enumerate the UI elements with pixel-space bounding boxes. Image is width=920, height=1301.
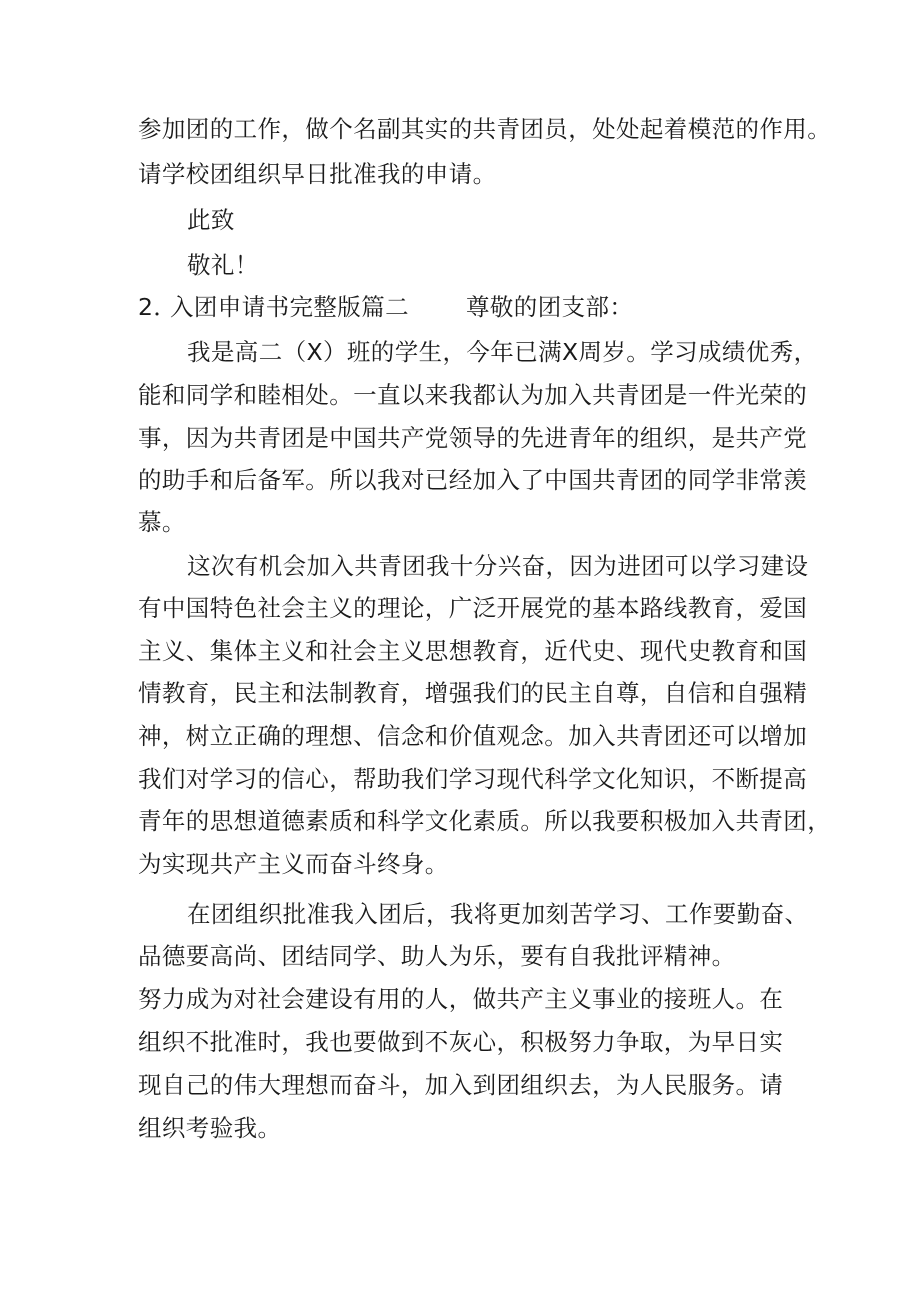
paragraph-line: 组织不批准时，我也要做到不灰心，积极努力争取，为早日实	[138, 1028, 784, 1056]
paragraph-line: 努力成为对社会建设有用的人，做共产主义事业的接班人。在	[138, 985, 784, 1013]
paragraph-line: 我们对学习的信心，帮助我们学习现代科学文化知识，不断提高	[138, 765, 808, 793]
paragraph-line: 组织考验我。	[138, 1114, 282, 1142]
paragraph-line: 事，因为共青团是中国共产党领导的先进青年的组织，是共产党	[138, 424, 808, 452]
intro-line: 参加团的工作，做个名副其实的共青团员，处处起着模范的作用。	[138, 115, 832, 143]
paragraph-line: 在团组织批准我入团后，我将更加刻苦学习、工作要勤奋、	[187, 900, 809, 928]
salutation: 尊敬的团支部：	[466, 293, 634, 321]
paragraph-line: 这次有机会加入共青团我十分兴奋，因为进团可以学习建设	[187, 552, 809, 580]
paragraph-line: 有中国特色社会主义的理论，广泛开展党的基本路线教育，爱国	[138, 594, 808, 622]
paragraph-line: 品德要高尚、团结同学、助人为乐，要有自我批评精神。	[138, 942, 736, 970]
paragraph-line: 为实现共产主义而奋斗终身。	[138, 850, 449, 878]
paragraph-line: 情教育，民主和法制教育，增强我们的民主自尊，自信和自强精	[138, 679, 808, 707]
section-title: 入团申请书完整版篇二	[170, 293, 409, 321]
intro-line: 请学校团组织早日批准我的申请。	[138, 160, 497, 188]
paragraph-line: 慕。	[138, 508, 186, 536]
paragraph-line: 能和同学和睦相处。一直以来我都认为加入共青团是一件光荣的	[138, 381, 808, 409]
paragraph-line: 的助手和后备军。所以我对已经加入了中国共青团的同学非常羡	[138, 466, 808, 494]
closing-respect: 敬礼！	[187, 251, 259, 279]
paragraph-line: 现自己的伟大理想而奋斗，加入到团组织去，为人民服务。请	[138, 1071, 784, 1099]
paragraph-line: 青年的思想道德素质和科学文化素质。所以我要积极加入共青团，	[138, 807, 832, 835]
paragraph-line: 主义、集体主义和社会主义思想教育，近代史、现代史教育和国	[138, 637, 808, 665]
paragraph-line: 我是高二（X）班的学生，今年已满X周岁。学习成绩优秀，	[187, 338, 818, 366]
closing-greeting: 此致	[187, 206, 235, 234]
paragraph-line: 神，树立正确的理想、信念和价值观念。加入共青团还可以增加	[138, 722, 808, 750]
section-number: 2．	[138, 293, 178, 321]
